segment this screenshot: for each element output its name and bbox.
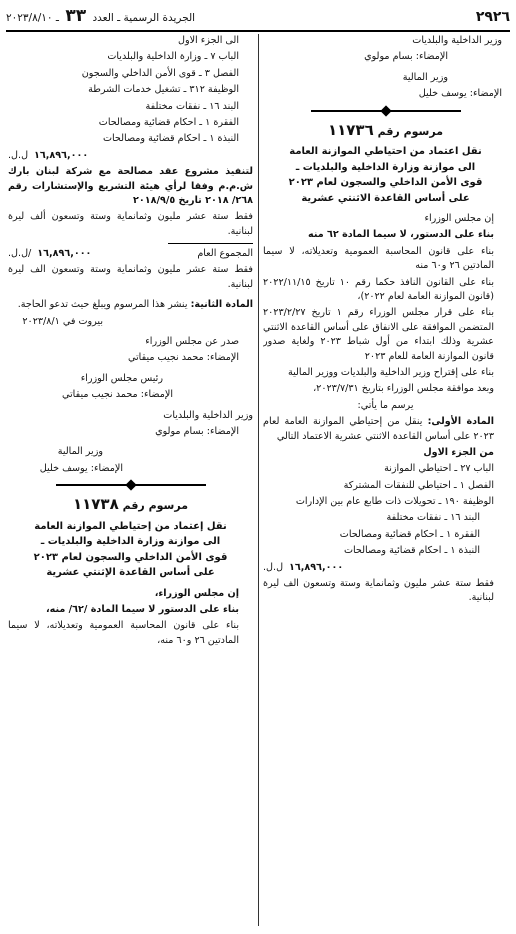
preamble-line: بناء على إقتراح وزير الداخلية والبلديات ووزير المالية <box>287 366 494 378</box>
signature: الإمضاء: بسام مولوي <box>364 51 448 63</box>
signature: الإمضاء: بسام مولوي <box>155 425 239 437</box>
issue-date: ـ ٢٠٢٣/٨/١٠ <box>6 12 59 25</box>
budget-item: البند ١٦ ـ نفقات مختلفة <box>145 100 239 112</box>
budget-item: الفقرة ١ ـ احكام قضائية ومصالحات <box>98 116 239 128</box>
amount-words: فقط ستة عشر مليون وثمانماية وستة وتسعون الف ليرة لبنانية. <box>8 264 253 290</box>
preamble-line: إن مجلس الوزراء، <box>154 587 239 599</box>
article-label: المادة الأولى: <box>427 416 494 428</box>
total-currency: /ل.ل. <box>8 248 32 260</box>
budget-section: من الجزء الاول <box>423 446 494 458</box>
gazette-title <box>6 4 195 30</box>
signature: الإمضاء: محمد نجيب ميقاتي <box>128 352 239 364</box>
preamble-line: يرسم ما يأتي: <box>357 399 414 411</box>
gazette-name: الجريدة الرسمية ـ العدد <box>92 12 196 25</box>
amount-line <box>8 149 253 163</box>
signer-role: رئيس مجلس الوزراء <box>80 372 163 384</box>
total-amount <box>8 247 91 261</box>
signature: الإمضاء: يوسف خليل <box>39 462 123 474</box>
decree-number: ١١٧٣٦ <box>327 120 374 139</box>
total-label: المجموع العام <box>197 248 253 260</box>
subject-line: على أساس القاعدة الإثنتي عشرية <box>46 567 215 579</box>
subject-line: الى موازنة وزارة الداخلية والبلديات ـ <box>295 161 476 173</box>
amount-value: ١٦,٨٩٦,٠٠٠ <box>289 561 344 573</box>
preamble-line: بناء على الدستور، لا سيما المادة ٦٢ منه <box>308 229 494 241</box>
budget-item: الفصل ١ ـ احتياطي للنفقات المشتركة <box>343 479 494 491</box>
purpose-text: لتنفيذ مشروع عقد مصالحة مع شركة لبنان بارك ش.م.م وفقا لرأي هيئة التشريع والإستشارات رقم ٢٦٨/ ٢٠١٨ تاريخ ٢٠١٨/٩/٥ <box>8 166 253 206</box>
preamble-line: بناء على قانون المحاسبة العمومية وتعديلاته، لا سيما المادتين ٢٦ و٦٠ منه، <box>8 620 239 646</box>
signer-role: وزير الداخلية والبلديات <box>163 409 253 421</box>
decree-number: ١١٧٣٨ <box>72 495 119 514</box>
total-value: ١٦,٨٩٦,٠٠٠ <box>37 248 92 260</box>
column-divider <box>258 34 259 926</box>
budget-item: الباب ٧ ـ وزارة الداخلية والبلديات <box>107 51 239 63</box>
issue-number: ٣٣ <box>65 6 87 27</box>
article-1 <box>263 415 508 444</box>
left-column <box>8 34 253 928</box>
preamble-line: بناء على القانون النافذ حكما رقم ١٠ تاريخ ٢٠٢٢/١١/١٥ (قانون الموازنة العامة لعام ٢٠٢٢)، <box>263 276 494 303</box>
total-line <box>8 247 253 261</box>
header-rule <box>6 30 510 32</box>
decree-label: مرسوم رقم <box>122 499 189 513</box>
preamble-line: إن مجلس الوزراء <box>424 213 494 225</box>
decree-label: مرسوم رقم <box>377 124 444 138</box>
preamble-line: بناء على قرار مجلس الوزراء رقم ١ تاريخ ٢٠٢٣/٢/٢٧ المتضمن الموافقة على الانفاق على أساس القاعدة الاثنتي عشرية وذلك ابتداء من أول شباط ٢٠٢٣ ولغاية صدور قانون الموازنة العامة للعام ٢٠٢٣ <box>263 307 495 362</box>
preamble-line: بناء على الدستور لا سيما المادة /٦٢/ منه، <box>46 604 239 616</box>
amount-words: فقط ستة عشر مليون وثمانماية وستة وتسعون الف ليرة لبنانية. <box>263 578 494 604</box>
subject-line: على أساس القاعدة الاثنتي عشرية <box>301 192 470 204</box>
place-date: بيروت في ٢٠٢٣/٨/١ <box>22 315 103 327</box>
decree-subject <box>8 519 253 581</box>
signer-role: وزير المالية <box>402 71 448 83</box>
subject-line: قوى الأمن الداخلي والسجون لعام ٢٠٢٣ <box>33 551 228 563</box>
preamble-line: بناء على قانون المحاسبة العمومية وتعديلاته، لا سيما المادتين ٢٦ و٦٠ منه <box>263 245 494 272</box>
page-header <box>6 6 510 28</box>
budget-section: الى الجزء الاول <box>177 35 239 46</box>
subject-line: قوى الأمن الداخلي والسجون لعام ٢٠٢٣ <box>288 177 483 189</box>
budget-item: البند ١٦ ـ نفقات مختلفة <box>386 512 480 524</box>
signature: الإمضاء: محمد نجيب ميقاتي <box>62 389 173 401</box>
signer-role: وزير المالية <box>57 446 103 458</box>
budget-item: النبذة ١ ـ احكام قضائية ومصالحات <box>343 545 480 557</box>
article-text: ينشر هذا المرسوم ويبلغ حيث تدعو الحاجة. <box>17 299 188 311</box>
budget-item: الوظيفة ١٩٠ ـ تحويلات ذات طابع عام بين الإدارات <box>295 496 494 508</box>
subject-line: الى موازنة وزارة الداخلية والبلديات ـ <box>40 536 221 548</box>
budget-item: النبذة ١ ـ احكام قضائية ومصالحات <box>102 133 239 145</box>
decree-title <box>8 493 253 516</box>
article-label: المادة الثانية: <box>190 299 253 311</box>
amount-words: فقط ستة عشر مليون وثمانماية وستة وتسعون ألف ليرة لبنانية. <box>8 211 253 237</box>
right-column <box>263 34 508 928</box>
decree-title <box>263 119 508 142</box>
amount-line <box>263 561 508 575</box>
amount-currency: ل.ل. <box>8 149 29 161</box>
subject-line: نقل إعتماد من إحتياطي الموازنة العامة <box>34 520 227 532</box>
sum-rule <box>168 243 253 244</box>
budget-item: الوظيفة ٣١٢ ـ تشغيل خدمات الشرطة <box>88 84 239 96</box>
article-text: ينقل من إحتياطي الموازنة العامة لعام ٢٠٢٣ على أساس القاعدة الاثنتي عشرية الاعتماد التالي <box>263 416 494 442</box>
signer-role: وزير الداخلية والبلديات <box>412 35 502 46</box>
budget-item: الفصل ٣ ـ قوى الأمن الداخلي والسجون <box>81 67 239 79</box>
decree-subject <box>263 144 508 206</box>
amount-value: ١٦,٨٩٦,٠٠٠ <box>34 149 89 161</box>
issued-by: صدر عن مجلس الوزراء <box>145 336 239 348</box>
amount-currency: ل.ل. <box>263 561 284 573</box>
budget-item: الباب ٢٧ ـ احتياطي الموازنة <box>384 463 494 475</box>
separator <box>263 107 508 115</box>
page-number: ٢٩٢٦ <box>475 8 510 25</box>
subject-line: نقل اعتماد من احتياطي الموازنة العامة <box>289 146 482 158</box>
signature: الإمضاء: يوسف خليل <box>418 88 502 100</box>
article-2 <box>8 298 253 312</box>
preamble-line: وبعد موافقة مجلس الوزراء بتاريخ ٢٠٢٣/٧/٣١، <box>313 383 494 395</box>
budget-item: الفقرة ١ ـ احكام قضائية ومصالحات <box>339 528 480 540</box>
separator <box>8 481 253 489</box>
